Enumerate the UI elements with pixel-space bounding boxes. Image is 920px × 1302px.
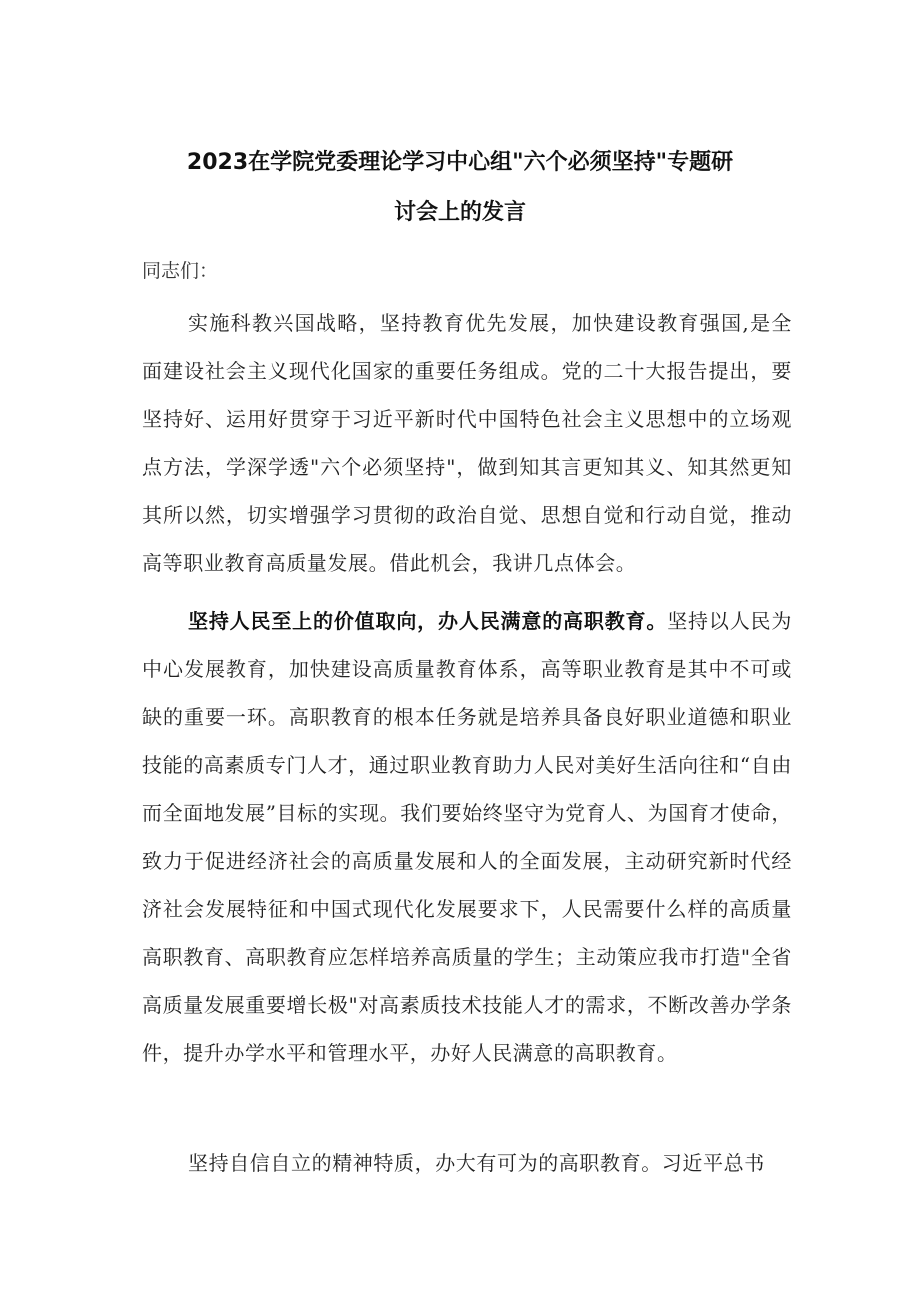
- paragraph-people-first: [142, 597, 792, 1077]
- paragraph-self-confidence: [142, 1139, 792, 1187]
- paragraph-intro: [142, 299, 792, 587]
- paragraph-text: 实施科教兴国战略，坚持教育优先发展，加快建设教育强国,是全面建设社会主义现代化国家的重要任务组成。党的二十大报告提出，要坚持好、运用好贯穿于习近平新时代中国特色社会主义思想中的立场观点方法，学深学透"六个必须坚持"，做到知其言更知其义、知其然更知其所以然，切实增强学习贯彻的政治自觉、思想自觉和行动自觉，推动高等职业教育高质量发展。借此机会，我讲几点体会。: [142, 311, 792, 575]
- salutation: 同志们：: [142, 260, 219, 282]
- paragraph-text: 坚持自信自立的精神特质，办大有可为的高职教育。习近平总书: [188, 1151, 765, 1175]
- paragraph-heading: 坚持人民至上的价值取向，办人民满意的高职教育。: [188, 609, 668, 633]
- document-title-line-1: 2023在学院党委理论学习中心组"六个必须坚持"专题研: [186, 150, 734, 175]
- document-title-line-2: 讨会上的发言: [393, 200, 526, 225]
- paragraph-text: 坚持以人民为中心发展教育，加快建设高质量教育体系，高等职业教育是其中不可或缺的重要一环。高职教育的根本任务就是培养具备良好职业道德和职业技能的高素质专门人才，通过职业教育助力人民对美好生活向往和“自由而全面地发展”目标的实现。我们要始终坚守为党育人、为国育才使命，致力于促进经济社会的高质量发展和人的全面发展，主动研究新时代经济社会发展特征和中国式现代化发展要求下，人民需要什么样的高质量高职教育、高职教育应怎样培养高质量的学生；主动策应我市打造"全省高质量发展重要增长极"对高素质技术技能人才的需求，不断改善办学条件，提升办学水平和管理水平，办好人民满意的高职教育。: [142, 609, 792, 1065]
